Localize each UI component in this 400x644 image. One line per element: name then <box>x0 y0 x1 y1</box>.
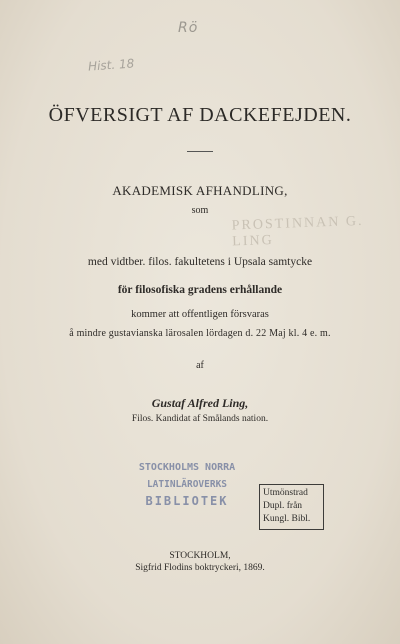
deaccession-stamp <box>259 484 324 530</box>
author-name: Gustaf Alfred Ling, <box>151 396 249 410</box>
body-line-af: af <box>196 360 204 371</box>
body-line-4: å mindre gustavianska lärosalen lördagen d. 22 Maj kl. 4 e. m. <box>69 328 331 339</box>
body-line-2: för filosofiska gradens erhållande <box>117 284 283 296</box>
body-line-som: som <box>191 205 209 216</box>
faded-owner-stamp: PROSTINNAN G. LING <box>231 213 364 250</box>
library-stamp <box>127 459 247 510</box>
body-line-1: med vidtber. filos. fakultetens i Upsala samtycke <box>87 256 313 268</box>
imprint-city: STOCKHOLM, <box>169 551 231 561</box>
deaccession-stamp-line-1: Utmönstrad <box>263 488 308 498</box>
title-divider <box>187 151 213 152</box>
library-stamp-line-2: LATINLÄROVERKS <box>146 479 228 490</box>
library-stamp-line-1: STOCKHOLMS NORRA <box>138 462 236 473</box>
author-description: Filos. Kandidat af Smålands nation. <box>131 414 269 424</box>
deaccession-stamp-line-3: Kungl. Bibl. <box>263 514 311 524</box>
imprint-printer: Sigfrid Flodins boktryckeri, 1869. <box>135 563 265 573</box>
library-stamp-line-3: BIBLIOTEK <box>145 494 229 508</box>
document-subtitle: AKADEMISK AFHANDLING, <box>112 183 288 198</box>
body-line-3: kommer att offentligen försvaras <box>131 309 269 320</box>
document-title: ÖFVERSIGT AF DACKEFEJDEN. <box>48 104 352 126</box>
deaccession-stamp-line-2: Dupl. från <box>263 501 303 511</box>
handwritten-shelf-mark: Hist. 18 <box>87 56 135 74</box>
handwritten-mark: Rö <box>178 20 199 36</box>
